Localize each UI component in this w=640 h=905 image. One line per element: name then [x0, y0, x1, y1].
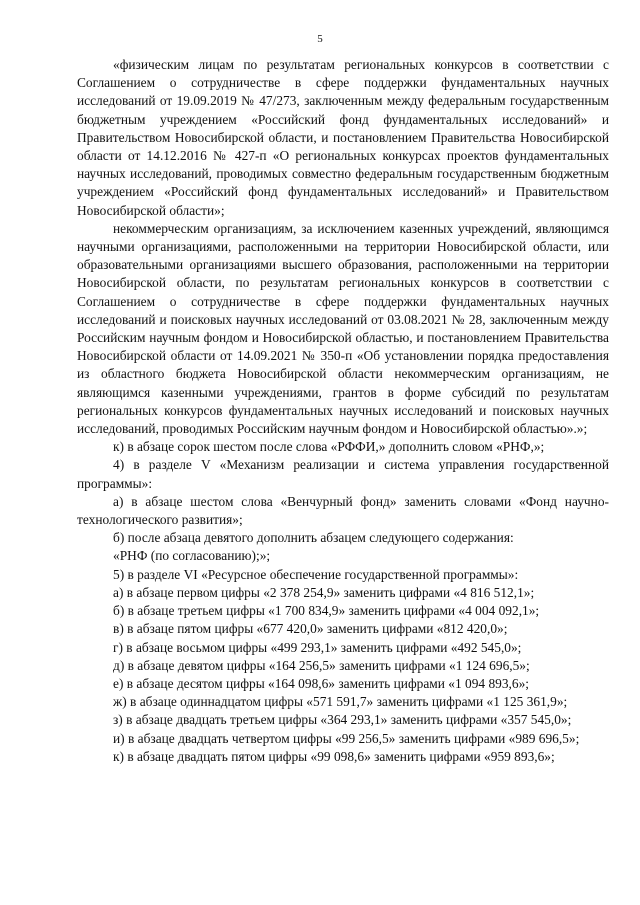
paragraph: некоммерческим организациям, за исключением казенных учреждений, являющимся научными организациями, расположенными на территории Новосибирской области, или образовательными организациями высшего образования, расположенными на территории Новосибирской области, по результатам региональных конкурсов в соответствии с Соглашением о сотрудничестве в сфере поддержки фундаментальных научных исследований и поисковых научных исследований от 03.08.2021 № 28, заключенным между Российским научным фондом и Новосибирской областью, и постановлением Правительства Новосибирской области от 14.09.2021 № 350-п «Об установлении порядка предоставления из областного бюджета Новосибирской области некоммерческим организациям, не являющимся казенными учреждениями, грантов в форме субсидий по результатам региональных конкурсов фундаментальных научных исследований и поисковых научных исследований, проводимых Российским научным фондом и Новосибирской областью».»;	[77, 220, 609, 437]
paragraph: 5) в разделе VI «Ресурсное обеспечение государственной программы»:	[113, 566, 519, 582]
paragraph: з) в абзаце двадцать третьем цифры «364 293,1» заменить цифрами «357 545,0»;	[113, 712, 572, 728]
paragraph: е) в абзаце десятом цифры «164 098,6» заменить цифрами «1 094 893,6»;	[113, 675, 529, 691]
page-number: 5	[317, 33, 323, 45]
paragraph: к) в абзаце двадцать пятом цифры «99 098,6» заменить цифрами «959 893,6»;	[113, 748, 555, 764]
paragraph: к) в абзаце сорок шестом после слова «РФФИ,» дополнить словом «РНФ,»;	[113, 439, 545, 455]
paragraph: «РНФ (по согласованию);»;	[113, 548, 271, 564]
paragraph: б) в абзаце третьем цифры «1 700 834,9» заменить цифрами «4 004 092,1»;	[113, 603, 540, 619]
document-body	[77, 56, 609, 766]
paragraph: а) в абзаце первом цифры «2 378 254,9» заменить цифрами «4 816 512,1»;	[113, 584, 535, 600]
paragraph: а) в абзаце шестом слова «Венчурный фонд» заменить словами «Фонд научно-технологического развития»;	[77, 493, 609, 528]
paragraph: и) в абзаце двадцать четвертом цифры «99 256,5» заменить цифрами «989 696,5»;	[113, 730, 580, 746]
paragraph: ж) в абзаце одиннадцатом цифры «571 591,7» заменить цифрами «1 125 361,9»;	[113, 694, 568, 710]
paragraph: д) в абзаце девятом цифры «164 256,5» заменить цифрами «1 124 696,5»;	[113, 657, 530, 673]
paragraph: «физическим лицам по результатам региональных конкурсов в соответствии с Соглашением о сотрудничестве в сфере поддержки фундаментальных научных исследований от 19.09.2019 № 47/273, заключенным между федеральным государственным бюджетным учреждением «Российский фонд фундаментальных исследований» и Правительством Новосибирской области, и постановлением Правительства Новосибирской области от 14.12.2016 № 427-п «О региональных конкурсах проектов фундаментальных научных исследований, проводимых совместно федеральным государственным бюджетным учреждением «Российский фонд фундаментальных исследований» и Правительством Новосибирской области»;	[77, 57, 609, 218]
paragraph: г) в абзаце восьмом цифры «499 293,1» заменить цифрами «492 545,0»;	[113, 639, 522, 655]
paragraph: 4) в разделе V «Механизм реализации и система управления государственной программы»:	[77, 457, 609, 491]
paragraph: в) в абзаце пятом цифры «677 420,0» заменить цифрами «812 420,0»;	[113, 621, 508, 637]
paragraph: б) после абзаца девятого дополнить абзацем следующего содержания:	[113, 530, 514, 546]
